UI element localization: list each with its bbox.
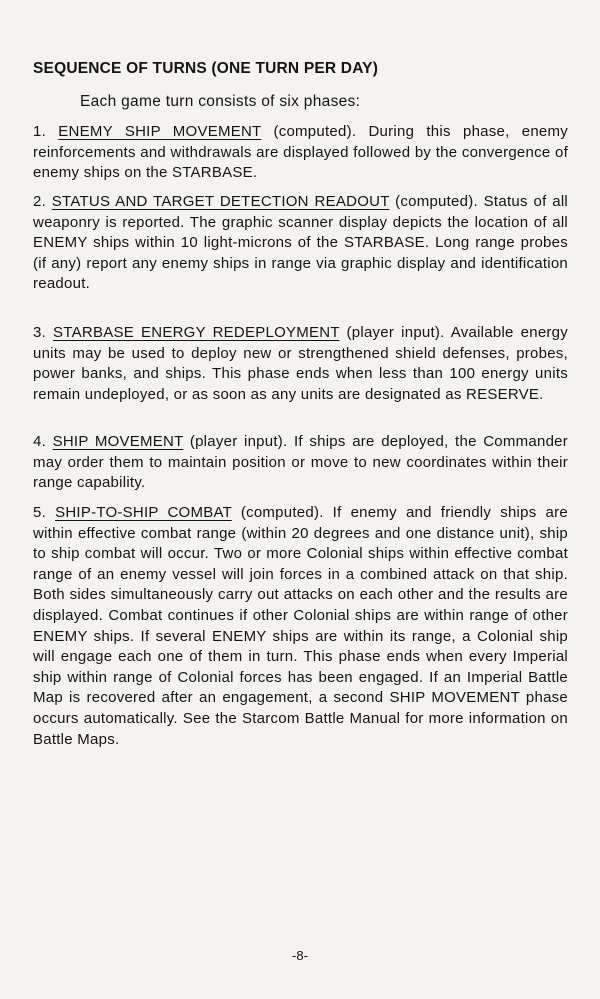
phase-5-paragraph [33,503,568,750]
phase-title: STATUS AND TARGET DETECTION READOUT [51,193,390,210]
phase-number: 4. [33,433,47,450]
intro-text: Each game turn consists of six phases: [80,93,361,110]
phase-title: STARBASE ENERGY REDEPLOYMENT [53,324,340,341]
phase-description: (computed). During this phase, enemy reinforcements and withdrawals are displayed followed by the convergence of enemy ships on the STARBASE. [33,123,569,182]
phase-number: 3. [33,324,47,341]
phase-description: (computed). If enemy and friendly ships are within effective combat range (within 20 degrees and one distance unit), ship to ship combat will occur. Two or more Colonial ships within effective combat range of an enemy vessel will join forces in a combined attack on that ship. Both sides simultaneously carry out attacks on each other and the results are displayed. Combat continues if other Colonial ships are within range of other ENEMY ships. If several ENEMY ships are within its range, a Colonial ship will engage each one of them in turn. This phase ends when every Imperial ship within range of Colonial forces has been engaged. If an Imperial Battle Map is recovered after an engagement, a second SHIP MOVEMENT phase occurs automatically. See the Starcom Battle Manual for more information on Battle Maps. [33,504,568,748]
phase-title: SHIP MOVEMENT [52,433,184,450]
phase-1-paragraph [33,122,568,184]
phase-title: ENEMY SHIP MOVEMENT [58,123,262,140]
phase-number: 2. [33,193,47,210]
phase-title: SHIP-TO-SHIP COMBAT [55,504,232,521]
phase-description: (computed). Status of all weaponry is reported. The graphic scanner display depicts the location of all ENEMY ships within 10 light-microns of the STARBASE. Long range probes (if any) report any enemy ships in range via graphic display and identification readout. [33,193,569,293]
phase-description: (player input). If ships are deployed, the Commander may order them to maintain position or move to new coordinates within their range capability. [33,433,568,492]
phase-2-paragraph [33,192,568,295]
section-heading: SEQUENCE OF TURNS (ONE TURN PER DAY) [33,60,379,77]
phase-3-paragraph [33,323,568,405]
phase-number: 5. [33,504,47,521]
phase-number: 1. [33,123,47,140]
page-number: -8- [292,948,308,963]
phase-description: (player input). Available energy units may be used to deploy new or strengthened shield defenses, probes, power banks, and ships. This phase ends when less than 100 energy units remain undeployed, or as soon as any units are designated as RESERVE. [33,324,569,403]
phase-4-paragraph [33,432,568,494]
